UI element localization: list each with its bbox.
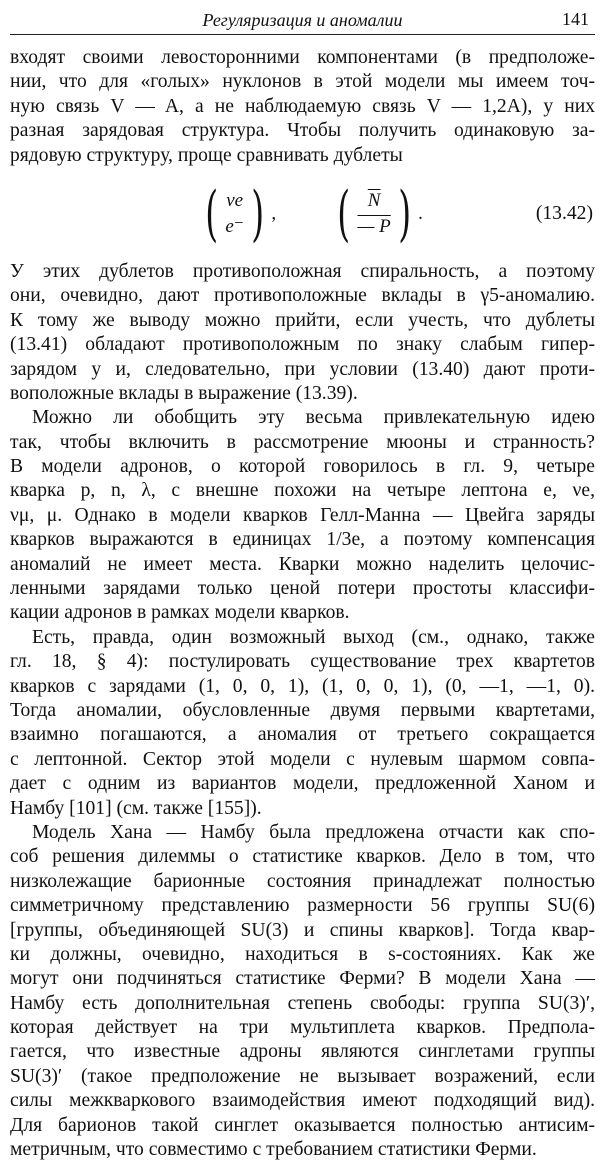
text-line: кварков выражаются в единицах 1/3e, а поэтому компенсация [10,529,595,551]
text-line: К тому же выводу можно прийти, если учесть, что дублеты [10,309,595,331]
equation-13-42 [10,168,595,260]
text-line: зарядом y и, следовательно, при условии (13.40) дают проти- [10,358,595,380]
text-line: они, очевидно, дают противоположные вклады в γ5-аномалию. [10,285,595,307]
text-line: Тогда аномалии, обусловленные двумя первыми квартетами, [10,699,595,721]
text-line: Для барионов такой синглет оказывается полностью антисим- [10,1114,595,1136]
equation-period: . [418,202,423,224]
text-line: взаимно погашаются, а аномалия от третьего сокращается [10,724,595,746]
text-line: кварка p, n, λ, c внешне похожи на четыре лептона e, νe, [10,480,595,502]
text-line: гается, что известные адроны являются синглетами группы [10,1041,595,1063]
page-body [10,46,595,1162]
text-line: соб решения дилеммы о статистике кварков. Дело в том, что [10,846,595,868]
equation-number: (13.42) [535,202,593,224]
text-line: Модель Хана — Намбу была предложена отчасти как спо- [32,821,595,843]
text-line: Намбу есть дополнительная степень свободы: группа SU(3)′, [10,992,595,1014]
text-line: аномалий не имеет места. Кварки можно наделить целочис- [10,553,595,575]
text-line: [группы, объединяющей SU(3) и спины кварков]. Тогда квар- [10,919,595,941]
text-line: νμ, μ. Однако в модели кварков Гелл-Манна — Цвейга заряды [10,504,595,526]
doublet-bottom-entry: e⁻ [225,215,244,237]
text-line: так, чтобы включить в рассмотрение мюоны и странность? [10,431,595,453]
text-line: метричным, что совместимо с требованием статистики Ферми. [10,1139,537,1161]
text-line: которая действует на три мультиплета кварков. Предпола- [10,1017,595,1039]
text-line: ки должны, очевидно, находиться в s-состояниях. Как же [10,943,595,965]
text-line: Намбу [101] (см. также [155]). [10,797,262,819]
text-line: Есть, правда, один возможный выход (см., однако, также [32,626,595,648]
text-line: SU(3)′ (такое предположение не вызывает возражений, если [10,1065,595,1087]
paragraph-han-nambu [10,821,595,1162]
doublet-bottom-entry: — P [357,215,391,237]
running-title: Регуляризация и аномалии [202,10,403,30]
text-line: симметричному представлению размерности 56 группы SU(6) [10,895,595,917]
text-line: (13.41) обладают противоположным по знаку слабым гипер- [10,334,595,356]
paragraph-intro [10,46,595,168]
page-number: 141 [562,9,589,29]
doublet-top-entry: $\overline{N}$ [367,189,381,211]
text-line: кации адронов в рамках модели кварков. [10,602,350,624]
doublet-top-entry: νe [226,189,244,211]
text-line: гл. 18, § 4): постулировать существование трех квартетов [10,651,595,673]
text-line: могут они подчиняться статистике Ферми? В модели Хана — [10,968,595,990]
lepton-doublet: ( νe e⁻ ) , [205,178,277,249]
text-line: В модели адронов, о которой говорилось в гл. 9, четыре [10,456,595,478]
text-line: ную связь V — A, а не наблюдаемую связь V — 1,2A), у них [10,95,595,117]
text-line: входят своими левосторонними компонентами (в предположе- [10,47,595,68]
text-line: с лептонной. Сектор этой модели с нулевым шармом совпа- [10,748,595,770]
text-line: разная зарядовая структура. Чтобы получить одинаковую за- [10,120,595,142]
text-line: дает с одним из вариантов модели, предложенной Ханом и [10,773,595,795]
paragraph-muons [10,406,595,626]
text-line: воположные вклады в выражение (13.39). [10,382,358,404]
text-line: кварков с зарядами (1, 0, 0, 1), (1, 0, 0, 1), (0, —1, —1, 0). [10,675,595,697]
text-line: У этих дублетов противоположная спиральность, а поэтому [10,260,595,282]
text-line: Можно ли обобщить эту весьма привлекательную идею [32,407,595,429]
running-header [10,8,595,35]
nucleon-doublet: ( $\overline{N}$ — P ) . [337,178,423,249]
text-line: рядовую структуру, проще сравнивать дублеты [10,144,403,166]
paragraph-quartets [10,626,595,821]
text-line: низколежащие барионные состояния принадлежат полностью [10,870,595,892]
text-line: ленными зарядами только ценой потери простоты классифи- [10,578,595,600]
text-line: силы межкваркового взаимодействия имеют подходящий вид). [10,1090,595,1112]
paragraph-spirality [10,260,595,406]
doublet-separator: , [271,202,277,224]
text-line: нии, что для «голых» нуклонов в этой модели мы имеем точ- [10,71,595,93]
